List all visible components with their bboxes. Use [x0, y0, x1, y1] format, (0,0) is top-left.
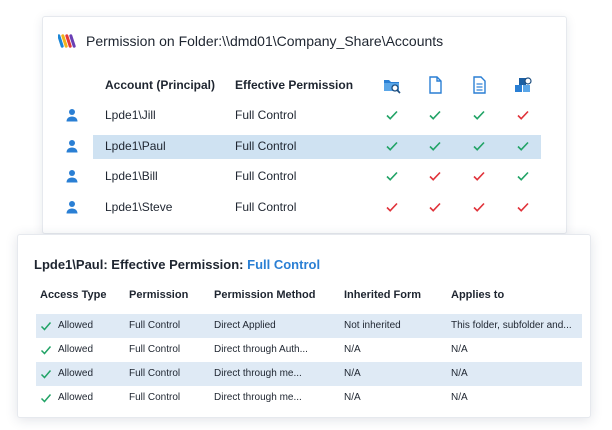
applies-to: This folder, subfolder and...: [451, 320, 572, 331]
detail-row[interactable]: [36, 386, 582, 410]
access-type: Allowed: [58, 344, 94, 355]
panel-header: [58, 29, 443, 53]
folder-search-icon: [383, 76, 401, 94]
allowed-check-icon: [385, 108, 399, 122]
effective-permission-detail-panel: [17, 234, 591, 418]
user-icon: [65, 139, 79, 153]
column-applies-to: Applies to: [451, 289, 505, 301]
permission-panel: [42, 16, 567, 234]
column-account: Account (Principal): [105, 78, 216, 92]
account-name: Lpde1\Bill: [105, 169, 158, 183]
allowed-check-icon: [40, 368, 52, 380]
detail-row[interactable]: [36, 362, 582, 386]
effective-permission: Full Control: [235, 169, 297, 183]
app-logo-icon: [58, 32, 76, 50]
denied-check-icon: [428, 169, 442, 183]
denied-check-icon: [472, 200, 486, 214]
user-icon: [65, 169, 79, 183]
permission-method: Direct through Auth...: [214, 344, 308, 355]
allowed-check-icon: [385, 169, 399, 183]
permission-method: Direct through me...: [214, 368, 302, 379]
effective-permission: Full Control: [235, 138, 297, 153]
column-effective-permission: Effective Permission: [235, 78, 354, 92]
detail-table-header: [18, 289, 592, 309]
inherited-form: N/A: [344, 344, 361, 355]
inherited-form: Not inherited: [344, 320, 401, 331]
access-type: Allowed: [58, 392, 94, 403]
allowed-check-icon: [472, 108, 486, 122]
allowed-check-icon: [516, 169, 530, 183]
denied-check-icon: [472, 169, 486, 183]
user-icon: [65, 200, 79, 214]
access-type: Allowed: [58, 320, 94, 331]
denied-check-icon: [516, 108, 530, 122]
inherited-form: N/A: [344, 368, 361, 379]
column-access-type: Access Type: [40, 289, 107, 301]
detail-row[interactable]: [36, 314, 582, 338]
document-icon: [470, 76, 488, 94]
column-permission: Permission: [129, 289, 189, 301]
user-icon: [65, 108, 79, 122]
applies-to: N/A: [451, 344, 468, 355]
account-name: Lpde1\Jill: [105, 108, 156, 122]
permission: Full Control: [129, 392, 181, 403]
account-name: Lpde1\Paul: [105, 138, 166, 153]
allowed-check-icon: [40, 344, 52, 356]
allowed-check-icon: [472, 139, 486, 153]
permission: Full Control: [129, 344, 181, 355]
denied-check-icon: [516, 200, 530, 214]
allowed-check-icon: [385, 139, 399, 153]
panel-title: Permission on Folder:\\dmd01\Company_Share\Accounts: [86, 33, 444, 49]
denied-check-icon: [385, 200, 399, 214]
share-network-icon: [514, 76, 532, 94]
detail-row[interactable]: [36, 338, 582, 362]
inherited-form: N/A: [344, 392, 361, 403]
access-type: Allowed: [58, 368, 94, 379]
allowed-check-icon: [428, 108, 442, 122]
applies-to: N/A: [451, 368, 468, 379]
column-permission-method: Permission Method: [214, 289, 316, 301]
applies-to: N/A: [451, 392, 468, 403]
allowed-check-icon: [428, 139, 442, 153]
detail-title-prefix: Lpde1\Paul: Effective Permission:: [34, 257, 248, 272]
column-inherited-form: Inherited Form: [344, 289, 422, 301]
permission-method: Direct Applied: [214, 320, 276, 331]
allowed-check-icon: [516, 139, 530, 153]
permission-method: Direct through me...: [214, 392, 302, 403]
file-icon: [426, 76, 444, 94]
allowed-check-icon: [40, 392, 52, 404]
denied-check-icon: [428, 200, 442, 214]
detail-title: [34, 257, 320, 272]
permission-row[interactable]: [43, 164, 568, 195]
permission-row-selected[interactable]: [43, 134, 568, 165]
effective-permission: Full Control: [235, 199, 297, 214]
permission: Full Control: [129, 320, 181, 331]
permission: Full Control: [129, 368, 181, 379]
allowed-check-icon: [40, 320, 52, 332]
permission-table: [43, 69, 568, 225]
permission-table-header: [43, 69, 568, 103]
detail-title-value: Full Control: [247, 257, 321, 272]
effective-permission: Full Control: [235, 108, 297, 122]
permission-row[interactable]: [43, 103, 568, 134]
account-name: Lpde1\Steve: [105, 199, 173, 214]
permission-row[interactable]: [43, 195, 568, 226]
